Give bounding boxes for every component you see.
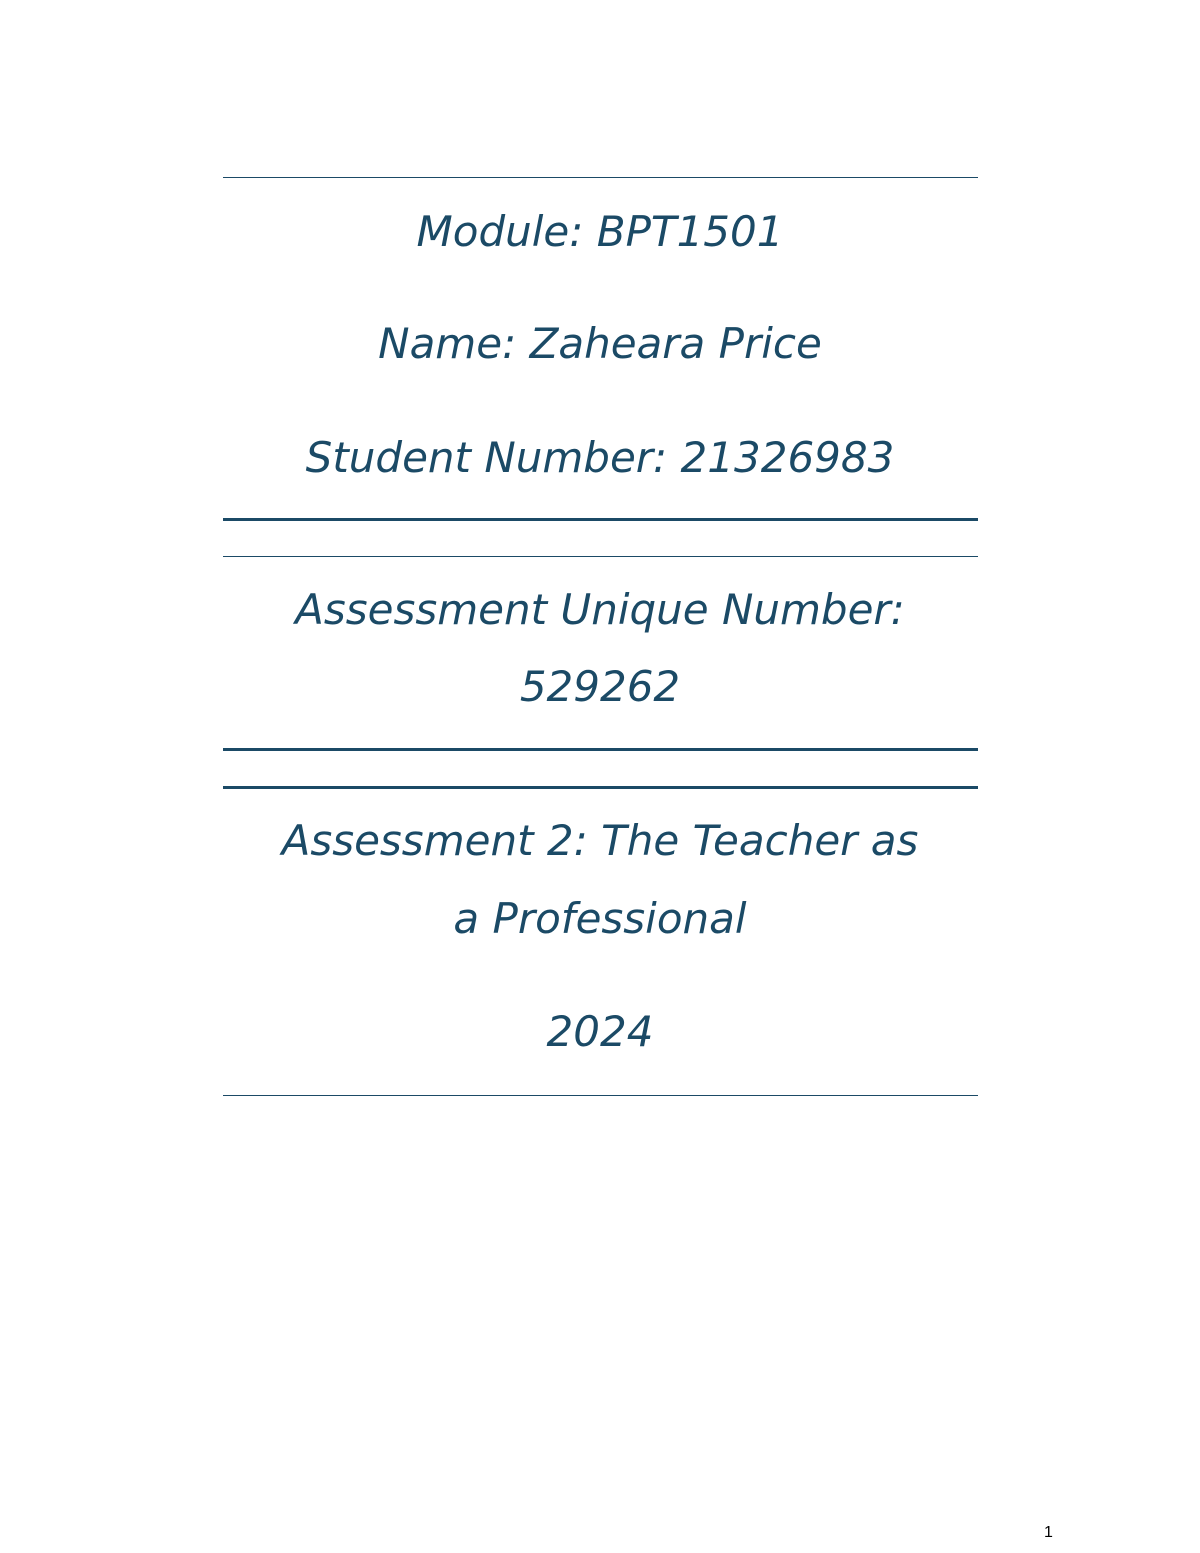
bottom-divider [223,1095,978,1096]
section-divider [223,556,978,557]
student-number: Student Number: 21326983 [305,433,895,482]
student-name: Name: Zaheara Price [378,319,822,368]
page-number: 1 [1044,1524,1053,1541]
section-divider [223,786,978,789]
top-divider [223,177,978,178]
assessment-title-line1: Assessment 2: The Teacher as [281,816,919,865]
section-divider [223,518,978,521]
section-divider [223,748,978,751]
assessment-title-line2: a Professional [453,894,747,943]
year: 2024 [546,1007,654,1056]
assessment-unique-number-label: Assessment Unique Number: [295,585,905,634]
module-label: Module: BPT1501 [416,207,784,256]
assessment-unique-number-value: 529262 [519,662,681,711]
